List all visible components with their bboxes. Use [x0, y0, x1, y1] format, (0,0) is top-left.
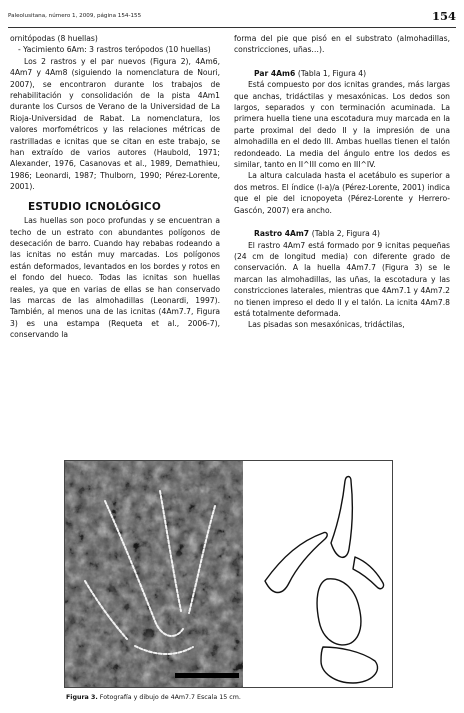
figure-3: [64, 460, 393, 688]
figure-caption: [66, 694, 241, 701]
list-item-site-6am: - Yacimiento 6Am: 3 rastros terópodos (10 huellas): [18, 45, 211, 55]
left-column: [10, 33, 220, 341]
list-item-ornithopods: ornitópodas (8 huellas): [10, 34, 98, 43]
journal-citation: Paleolusitana, número 1, 2009, página 154-155: [8, 13, 142, 19]
paragraph-acetabulum-height: La altura calculada hasta el acetábulo es superior a dos metros. El índice (l-a)/a (Pérez-Lorente, 2001) indica que el pie del icnopoyeta (Pérez-Lorente y Herrero-Gascón, 2007) era ancho.: [234, 171, 450, 215]
paragraph-continuation: forma del pie que pisó en el substrato (almohadillas, constricciones, uñas…).: [234, 34, 450, 55]
caption-label: Figura 3.: [66, 694, 98, 701]
running-header: [8, 9, 456, 28]
footprint-photograph: [65, 461, 243, 687]
subsection-reference: (Tabla 1, Figura 4): [297, 68, 367, 78]
footprint-drawing: [243, 461, 392, 687]
subsection-title: Rastro 4Am7: [254, 229, 310, 239]
page-number: 154: [431, 9, 456, 23]
section-title: ESTUDIO ICNOLÓGICO: [28, 200, 161, 213]
paragraph-new-tracks: Los 2 rastros y el par nuevos (Figura 2), 4Am6, 4Am7 y 4Am8 (siguiendo la nomenclatura de Nouri, 2007), se encontraron durante los trabajos de rehabilitación y consolidación de la pista 4Am1 durante los Cursos de Verano de la Universidad de La Rioja-Universidad de Rabat. La nomenclatura, los valores morfométricos y las relaciones métricas de rastrilladas e icnitas que se citan en este trabajo, se han extraído de varios autores (Haubold, 1971; Alexander, 1976, Casanovas et al., 1989, Demathieu, 1986; Leonardi, 1987; Thulborn, 1990; Pérez-Lorente, 2001).: [10, 56, 220, 192]
paragraph-ichnology: Las huellas son poco profundas y se encuentran a techo de un estrato con abundantes polígonos de desecación de barro. Cuando hay rebabas rodeando a las icnitas no están muy marcadas. Los polígonos están deformados, levantados en los bordes y rotos en el fondo del hueco. Todas las icnitas son huellas reales, ya que en varias de ellas se han conservado las marcas de las almohadillas (Leonardi, 1997). También, al menos una de las icnitas (4Am7.7, Figura 3) es una estampa (Requeta et al., 2006-7), conservando la: [10, 216, 220, 340]
right-column: [234, 33, 450, 331]
paragraph-par-description: Está compuesto por dos icnitas grandes, más largas que anchas, tridáctilas y mesaxónicas. Los dedos son largos, separados y con terminación acuminada. La primera huella tiene una escotadura muy marcada en la parte proximal del dedo II y la impresión de una almohadilla en el dedo III. Ambas huellas tienen el talón redondeado. La media del ángulo entre los dedos es similar, tanto en II^III como en III^IV.: [234, 80, 450, 170]
caption-text: Fotografía y dibujo de 4Am7.7 Escala 15 cm.: [99, 694, 241, 701]
subsection-rastro-4am7: [234, 228, 450, 239]
subsection-par-4am6: [234, 68, 450, 79]
paragraph-rastro-description: El rastro 4Am7 está formado por 9 icnitas pequeñas (24 cm de longitud media) con diferente grado de conservación. A la huella 4Am7.7 (Figura 3) se le marcan las almohadillas, las uñas, la escotadura y las constricciones laterales, mientras que 4Am7.1 y 4Am7.2 no tienen impreso el dedo II y el talón. La icnita 4Am7.8 está totalmente deformada.: [234, 240, 450, 318]
subsection-title: Par 4Am6: [254, 68, 296, 78]
paragraph-footprints-start: Las pisadas son mesaxónicas, tridáctilas,: [248, 320, 405, 330]
subsection-reference: (Tabla 2, Figura 4): [311, 229, 380, 239]
